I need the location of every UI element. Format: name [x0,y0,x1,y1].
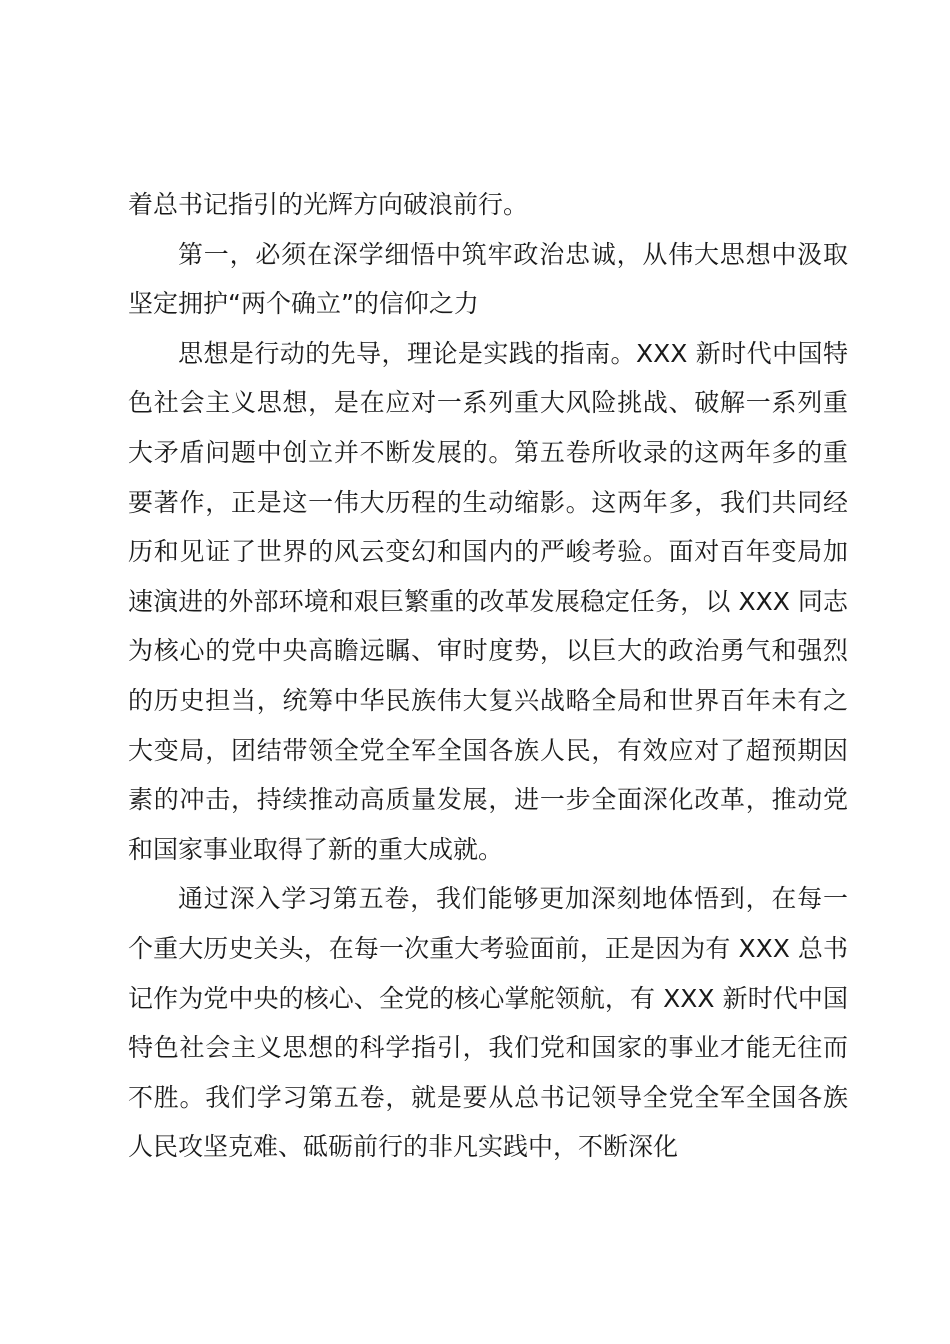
paragraph-continuation: 着总书记指引的光辉方向破浪前行。 [128,190,529,219]
paragraph-study-volume-five: 通过深入学习第五卷，我们能够更加深刻地体悟到，在每一个重大历史关头，在每一次重大考验面前，正是因为有 XXX 总书记作为党中央的核心、全党的核心掌舵领航，有 XXX 新时代中国特色社会主义思想的科学指引，我们党和国家的事业才能无往而不胜。我们学习第五卷，就是要从总书记领导全党全军全国各族人民攻坚克难、砥砺前行的非凡实践中，不断深化 [128,884,848,1162]
paragraph-thought-guide: 思想是行动的先导，理论是实践的指南。XXX 新时代中国特色社会主义思想，是在应对一系列重大风险挑战、破解一系列重大矛盾问题中创立并不断发展的。第五卷所收录的这两年多的重要著作，正是这一伟大历程的生动缩影。这两年多，我们共同经历和见证了世界的风云变幻和国内的严峻考验。面对百年变局加速演进的外部环境和艰巨繁重的改革发展稳定任务，以 XXX 同志为核心的党中央高瞻远瞩、审时度势，以巨大的政治勇气和强烈的历史担当，统筹中华民族伟大复兴战略全局和世界百年未有之大变局，团结带领全党全军全国各族人民，有效应对了超预期因素的冲击，持续推动高质量发展，进一步全面深化改革，推动党和国家事业取得了新的重大成就。 [128,338,848,864]
body-text [128,180,848,1172]
section-heading-first: 第一，必须在深学细悟中筑牢政治忠诚，从伟大思想中汲取坚定拥护“两个确立”的信仰之力 [128,239,848,319]
